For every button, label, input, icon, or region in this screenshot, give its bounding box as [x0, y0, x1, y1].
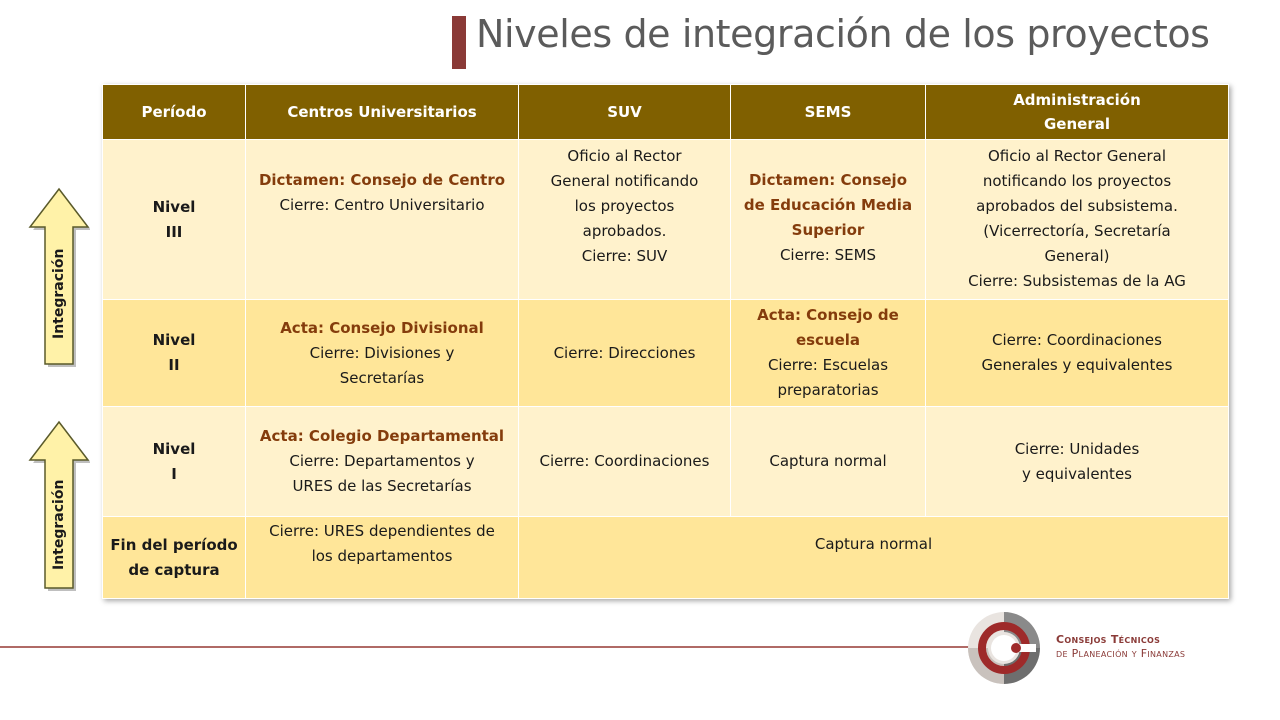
page-title: Niveles de integración de los proyectos	[476, 12, 1210, 56]
title-accent-bar	[452, 16, 466, 69]
integration-arrow-lower	[28, 420, 90, 592]
sems-cell: Acta: Consejo de escuela Cierre: Escuelas preparatorias	[731, 300, 926, 407]
header-suv: SUV	[519, 85, 731, 140]
logo-text-line2: de Planeación y Finanzas	[1056, 647, 1186, 660]
suv-cell: Cierre: Direcciones	[519, 300, 731, 407]
footer-divider	[0, 646, 1000, 648]
consejos-tecnicos-logo	[966, 610, 1042, 686]
logo-icon	[966, 610, 1042, 686]
period-cell: Fin del período de captura	[103, 517, 246, 599]
table-row	[103, 407, 1229, 517]
logo-text-line1: Consejos Técnicos	[1056, 633, 1161, 646]
suv-cell: Cierre: Coordinaciones	[519, 407, 731, 517]
ag-cell: Cierre: Unidades y equivalentes	[926, 407, 1229, 517]
cu-cell: Cierre: URES dependientes de los departamentos	[246, 517, 519, 599]
sems-cell: Captura normal	[731, 407, 926, 517]
cu-cell: Acta: Consejo Divisional Cierre: Divisiones y Secretarías	[246, 300, 519, 407]
ag-cell: Oficio al Rector General notificando los proyectos aprobados del subsistema. (Vicerrectoría, Secretaría General) Cierre: Subsistemas de la AG	[926, 140, 1229, 300]
period-cell: Nivel I	[103, 407, 246, 517]
integration-levels-table	[102, 84, 1229, 599]
table-row	[103, 300, 1229, 407]
suv-cell: Oficio al Rector General notificando los proyectos aprobados. Cierre: SUV	[519, 140, 731, 300]
period-cell: Nivel III	[103, 140, 246, 300]
integration-arrow-upper	[28, 187, 90, 367]
header-period: Período	[103, 85, 246, 140]
header-centros: Centros Universitarios	[246, 85, 519, 140]
captura-normal-cell: Captura normal	[519, 517, 1229, 599]
header-administracion: Administración General	[926, 85, 1229, 140]
period-cell: Nivel II	[103, 300, 246, 407]
integration-arrow-label: Integración	[51, 479, 67, 570]
table-row	[103, 517, 1229, 599]
ag-cell: Cierre: Coordinaciones Generales y equivalentes	[926, 300, 1229, 407]
logo-text	[1056, 633, 1185, 661]
cu-cell: Dictamen: Consejo de Centro Cierre: Centro Universitario	[246, 140, 519, 300]
header-sems: SEMS	[731, 85, 926, 140]
table-row	[103, 140, 1229, 300]
table-header-row	[103, 85, 1229, 140]
cu-cell: Acta: Colegio Departamental Cierre: Departamentos y URES de las Secretarías	[246, 407, 519, 517]
integration-arrow-label: Integración	[51, 248, 67, 339]
sems-cell: Dictamen: Consejo de Educación Media Superior Cierre: SEMS	[731, 140, 926, 300]
